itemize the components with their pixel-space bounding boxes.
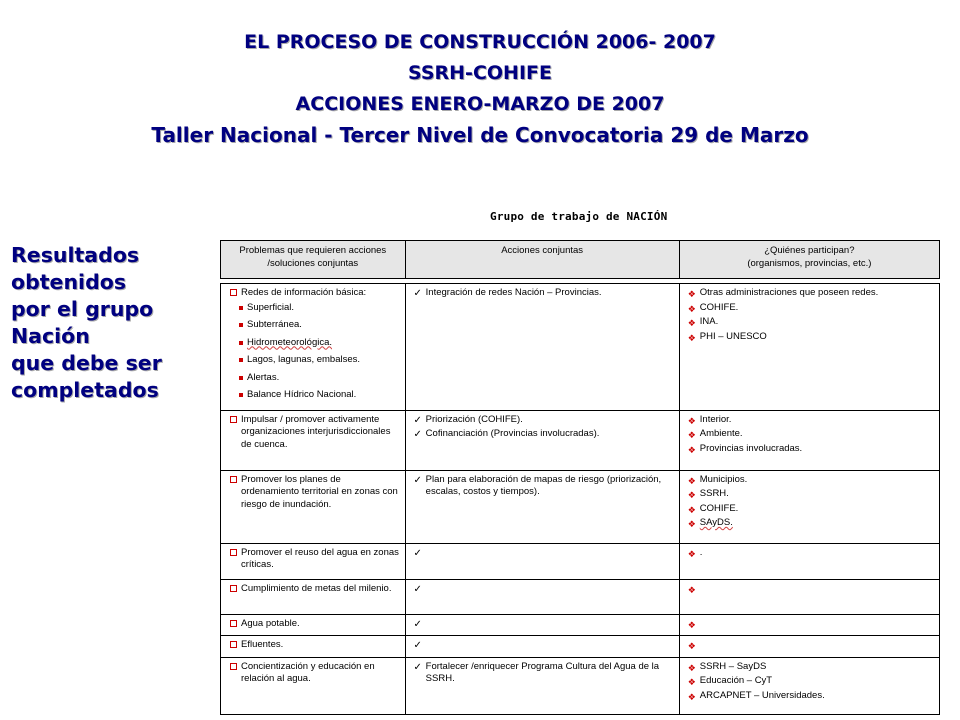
actions-cell	[405, 657, 679, 714]
check-icon: ✓	[413, 640, 422, 651]
diamond-icon: ❖	[687, 475, 696, 486]
diamond-icon: ❖	[687, 504, 696, 515]
title-block	[0, 27, 960, 151]
diamond-icon: ❖	[687, 303, 696, 314]
participant-text: SSRH – SayDS	[699, 660, 767, 672]
table-row	[221, 284, 940, 411]
actions-cell	[405, 543, 679, 579]
side-line: completados	[11, 378, 159, 402]
bullet-icon	[235, 372, 247, 380]
action-text: Cofinanciación (Provincias involucradas).	[425, 428, 600, 439]
participant-text: Interior.	[699, 413, 732, 425]
diamond-icon: ❖	[687, 415, 696, 426]
participant-text: ARCAPNET – Universidades.	[699, 689, 825, 701]
problem-cell	[221, 614, 406, 636]
problem-cell	[221, 543, 406, 579]
check-icon: ✓	[413, 547, 422, 559]
problem-cell	[221, 410, 406, 470]
subitem-text: Hidrometeorológica.	[247, 336, 333, 348]
problem-text: Concientización y educación en relación al agua.	[241, 660, 375, 684]
check-icon: ✓	[413, 661, 422, 673]
action-text: Priorización (COHIFE).	[425, 413, 523, 425]
diamond-icon: ❖	[687, 662, 696, 673]
bullet-icon	[235, 389, 247, 397]
participants-cell	[679, 284, 939, 411]
problem-text: Efluentes.	[241, 639, 284, 650]
participant-text: Educación – CyT	[699, 675, 773, 686]
subitem-text: Superficial.	[247, 301, 294, 313]
action-text: Integración de redes Nación – Provincias.	[425, 287, 602, 298]
group-title: Grupo de trabajo de NACIÓN	[490, 210, 668, 223]
subitem-text: Lagos, lagunas, embalses.	[247, 354, 361, 365]
checkbox-icon	[225, 639, 241, 648]
participants-cell	[679, 657, 939, 714]
title-line-1: EL PROCESO DE CONSTRUCCIÓN 2006- 2007	[244, 31, 716, 53]
diamond-icon: ❖	[687, 332, 696, 343]
participant-text: COHIFE.	[699, 502, 739, 514]
checkbox-icon	[225, 287, 241, 296]
participant-text: .	[699, 546, 703, 558]
diamond-icon: ❖	[687, 619, 696, 630]
side-line: obtenidos	[11, 270, 127, 294]
problem-text: Cumplimiento de metas del milenio.	[241, 582, 392, 594]
participants-cell	[679, 543, 939, 579]
table-row	[221, 614, 940, 636]
checkbox-icon	[225, 474, 241, 483]
header-table	[220, 240, 940, 279]
table-row	[221, 410, 940, 470]
participant-text: COHIFE.	[699, 301, 739, 313]
check-icon: ✓	[413, 429, 422, 440]
header-participants-line1: ¿Quiénes participan?	[764, 245, 855, 256]
participants-cell	[679, 470, 939, 543]
problem-text: Impulsar / promover activamente organizaciones interjurisdiccionales de cuenca.	[241, 413, 391, 450]
problem-text: Agua potable.	[241, 617, 300, 629]
check-icon: ✓	[413, 414, 422, 426]
problem-text: Promover los planes de ordenamiento territorial en zonas con riesgo de inundación.	[241, 473, 398, 510]
diamond-icon: ❖	[687, 548, 696, 559]
action-text: Plan para elaboración de mapas de riesgo (priorización, escalas, costos y tiempos).	[425, 473, 662, 497]
table-row	[221, 543, 940, 579]
participants-cell	[679, 636, 939, 658]
problem-cell	[221, 284, 406, 411]
side-line: que debe ser	[11, 351, 162, 375]
diamond-icon: ❖	[687, 641, 696, 651]
actions-cell	[405, 614, 679, 636]
table-row	[221, 657, 940, 714]
actions-cell	[405, 470, 679, 543]
problem-cell	[221, 470, 406, 543]
diamond-icon: ❖	[687, 490, 696, 500]
check-icon: ✓	[413, 583, 422, 595]
side-line: Nación	[11, 324, 90, 348]
side-caption	[11, 242, 162, 404]
problem-text: Redes de información básica:	[241, 287, 367, 298]
header-participants-line2: (organismos, provincias, etc.)	[747, 258, 872, 269]
subitem-text: Alertas.	[247, 371, 280, 383]
actions-cell	[405, 636, 679, 658]
side-line: Resultados	[11, 243, 140, 267]
bullet-icon	[235, 302, 247, 310]
problem-cell	[221, 579, 406, 614]
check-icon: ✓	[413, 288, 422, 299]
actions-cell	[405, 284, 679, 411]
problem-cell	[221, 636, 406, 658]
title-line-3: ACCIONES ENERO-MARZO DE 2007	[295, 93, 665, 115]
diamond-icon: ❖	[687, 584, 696, 595]
participant-text: SAyDS.	[699, 517, 733, 528]
diamond-icon: ❖	[687, 691, 696, 702]
diamond-icon: ❖	[687, 677, 696, 687]
checkbox-icon	[225, 618, 241, 627]
participant-text: Provincias involucradas.	[699, 442, 803, 454]
participant-text: Ambiente.	[699, 428, 743, 439]
table-row	[221, 470, 940, 543]
diamond-icon: ❖	[687, 318, 696, 328]
check-icon: ✓	[413, 474, 422, 486]
check-icon: ✓	[413, 618, 422, 630]
diamond-icon: ❖	[687, 430, 696, 440]
bullet-icon	[235, 354, 247, 362]
action-text: Fortalecer /enriquecer Programa Cultura del Agua de la SSRH.	[425, 660, 660, 684]
participants-cell	[679, 614, 939, 636]
participants-cell	[679, 579, 939, 614]
participant-text: Municipios.	[699, 473, 748, 485]
participant-text: Otras administraciones que poseen redes.	[699, 287, 879, 298]
title-line-4: Taller Nacional - Tercer Nivel de Convocatoria 29 de Marzo	[151, 123, 809, 147]
results-table	[220, 283, 940, 715]
problem-cell	[221, 657, 406, 714]
diamond-icon: ❖	[687, 289, 696, 299]
diamond-icon: ❖	[687, 444, 696, 455]
participant-text: PHI – UNESCO	[699, 330, 767, 342]
participant-text: SSRH.	[699, 488, 729, 499]
side-line: por el grupo	[11, 297, 154, 321]
table-row	[221, 579, 940, 614]
diamond-icon: ❖	[687, 519, 696, 529]
header-problems: Problemas que requieren acciones /soluciones conjuntas	[221, 241, 406, 279]
bullet-icon	[235, 337, 247, 345]
participant-text: INA.	[699, 316, 719, 327]
bullet-icon	[235, 319, 247, 327]
header-actions: Acciones conjuntas	[405, 241, 679, 279]
participants-cell	[679, 410, 939, 470]
problem-text: Promover el reuso del agua en zonas críticas.	[241, 546, 399, 570]
actions-cell	[405, 410, 679, 470]
subitem-text: Balance Hídrico Nacional.	[247, 389, 357, 400]
checkbox-icon	[225, 661, 241, 670]
header-participants	[679, 241, 939, 279]
actions-cell	[405, 579, 679, 614]
checkbox-icon	[225, 414, 241, 423]
title-line-2: SSRH-COHIFE	[408, 62, 552, 84]
table-row	[221, 636, 940, 658]
checkbox-icon	[225, 583, 241, 592]
checkbox-icon	[225, 547, 241, 556]
subitem-text: Subterránea.	[247, 319, 302, 330]
